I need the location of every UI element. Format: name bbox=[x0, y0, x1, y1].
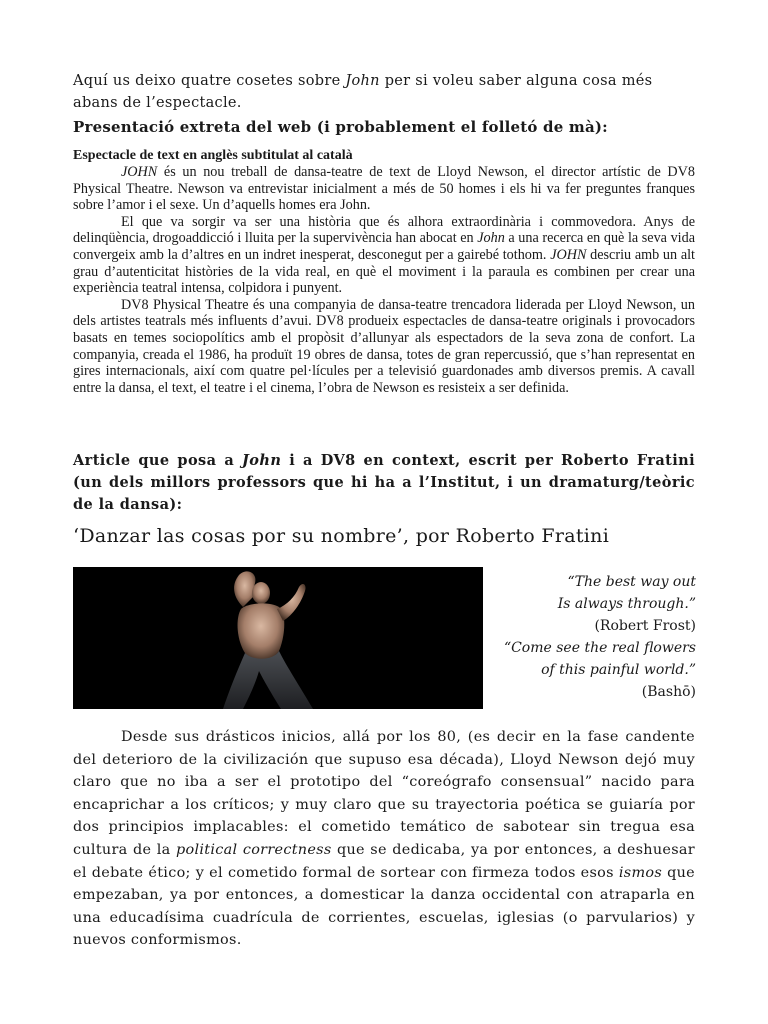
intro-text: Aquí us deixo quatre cosetes sobre bbox=[73, 73, 346, 89]
quote-2-author: (Bashō) bbox=[641, 684, 696, 700]
presentation-body bbox=[73, 164, 695, 396]
intro-paragraph bbox=[73, 70, 695, 114]
presentation-paragraph-3: DV8 Physical Theatre és una companyia de dansa-teatre trencadora liderada per Lloyd Newson, un dels artistes teatrals més influents d’avui. DV8 produeix espectacles de dansa-teatre originals i provocadors basats en temes sociopolítics amb el propòsit d’allunyar als espectadors de la seva zona de confort. La companyia, creada el 1986, ha produït 19 obres de dansa, totes de gran repercussió, que s’han representat en gires internacionals, així com quatre pel·lícules per a televisió guardonades amb diversos premis. A cavall entre la dansa, el text, el teatre i el cinema, l’obra de Newson es resisteix a ser definida. bbox=[73, 296, 695, 396]
article-title: ‘Danzar las cosas por su nombre’, por Roberto Fratini bbox=[73, 525, 610, 547]
intro-text-end: per si voleu saber alguna cosa més abans de l’espectacle. bbox=[73, 73, 653, 111]
dancer-photo bbox=[73, 567, 483, 709]
dancer-figure-image bbox=[73, 567, 483, 709]
presentation-subheading: Presentació extreta del web (i probablement el folletó de mà): bbox=[73, 118, 608, 136]
intro-emphasis: John bbox=[345, 73, 380, 89]
quote-1-line-2: Is always through.” bbox=[557, 596, 696, 612]
essay-paragraph-1: Desde sus drásticos inicios, allá por los 80, (es decir en la fase candente del deterioro de la civilización que supuso esa década), Lloyd Newson dejó muy claro que no iba a ser el prototipo del “coreógrafo consensual” nacido para encaprichar a los críticos; y muy claro que su trayectoria poética se guiaría por dos principios implacables: el cometido temático de sabotear sin tregua esa cultura de la political correctness que se dedicaba, ya por entonces, a deshuesar el debate ético; y el cometido formal de sortear con firmeza todos esos ismos que empezaban, ya por entonces, a domesticar la danza occidental con atraparla en una educadísima cuadrícula de corrientes, escuelas, iglesias (o parvularios) y nuevos conformismos. bbox=[73, 729, 695, 949]
essay-body bbox=[73, 726, 695, 952]
presentation-paragraph-1: JOHN és un nou treball de dansa-teatre de text de Lloyd Newson, el director artístic de DV8 Physical Theatre. Newson va entrevistar inicialment a més de 50 homes i els hi va fer preguntes franques sobre l’amor i el sexe. Un d’aquells homes era John. bbox=[73, 164, 695, 214]
section-title: Espectacle de text en anglès subtitulat al català bbox=[73, 148, 353, 163]
title-emphasis: JOHN bbox=[121, 164, 158, 180]
quote-2-line-2: of this painful world.” bbox=[541, 662, 696, 678]
quote-1-line-1: “The best way out bbox=[567, 574, 696, 590]
article-intro-paragraph: Article que posa a John i a DV8 en context, escrit per Roberto Fratini (un dels millors professors que hi ha a l’Institut, i un dramaturg/teòric de la dansa): bbox=[73, 452, 695, 513]
quote-1-author: (Robert Frost) bbox=[594, 618, 696, 634]
epigraph-quotes bbox=[500, 571, 696, 703]
quote-2-line-1: “Come see the real flowers bbox=[503, 640, 696, 656]
presentation-paragraph-2: El que va sorgir va ser una història que és alhora extraordinària i commovedora. Anys de delinqüència, drogoaddicció i lluita per la supervivència han abocat en John a una recerca en què la seva vida convergeix amb la d’altres en un indret inesperat, desconegut per a gairebé tothom. JOHN descriu amb un alt grau d’autenticitat històries de la vida real, en què el moviment i la paraula es combinen per crear una experiència teatral intensa, colpidora i punyent. bbox=[73, 213, 695, 297]
